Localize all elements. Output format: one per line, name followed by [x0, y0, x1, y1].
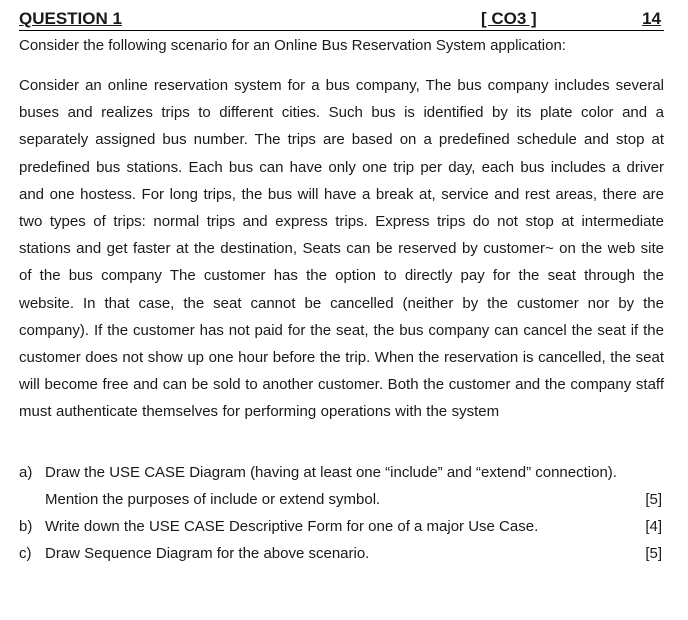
question-title: QUESTION 1 — [19, 9, 122, 28]
course-outcome-label: [ CO3 ] — [481, 9, 537, 28]
intro-text: Consider the following scenario for an Online Bus Reservation System application: — [19, 37, 566, 54]
scenario-paragraph: Consider an online reservation system for a bus company, The bus company includes several buses and realizes trips to different cities. Such bus is identified by its plate color and a separately assigned bus number. The trips are based on a predefined schedule and stop at predefined bus stations. Each bus can have only one trip per day, each bus includes a driver and one hostess. For long trips, the bus will have a break at, service and rest areas, there are two types of trips: normal trips and express trips. Express trips do not stop at intermediate stations and get faster at the destination, Seats can be reserved by customer~ on the web site of the bus company The customer has the option to directly pay for the seat through the website. In that case, the seat cannot be cancelled (neither by the customer nor by the company). If the customer has not paid for the seat, the bus company can cancel the seat if the customer does not show up one hour before the trip. When the reservation is cancelled, the seat will become free and can be sold to another customer. Both the customer and the company staff must authenticate themselves for performing operations with the system — [19, 77, 664, 421]
total-marks: 14 — [642, 9, 661, 28]
task-text — [45, 513, 664, 540]
task-letter: c) — [19, 544, 32, 562]
task-marks: [5] — [645, 490, 662, 508]
task-letter: b) — [19, 517, 33, 535]
task-item-a — [19, 459, 664, 513]
task-text-line1: Draw Sequence Diagram for the above scenario. — [45, 544, 370, 562]
task-marks: [5] — [645, 544, 662, 562]
task-list — [19, 459, 664, 567]
task-text-continued — [45, 486, 664, 513]
task-text: Draw the USE CASE Diagram (having at least one “include” and “extend” connection). — [45, 463, 617, 481]
task-item-c — [19, 540, 664, 567]
task-marks: [4] — [645, 517, 662, 535]
task-item-b — [19, 513, 664, 540]
task-letter: a) — [19, 463, 33, 481]
question-page — [19, 8, 664, 567]
task-text-line1: Write down the USE CASE Descriptive Form for one of a major Use Case. — [45, 517, 539, 535]
task-text — [45, 540, 664, 567]
task-text-line2: Mention the purposes of include or extend symbol. — [45, 490, 381, 508]
question-header — [19, 8, 664, 31]
